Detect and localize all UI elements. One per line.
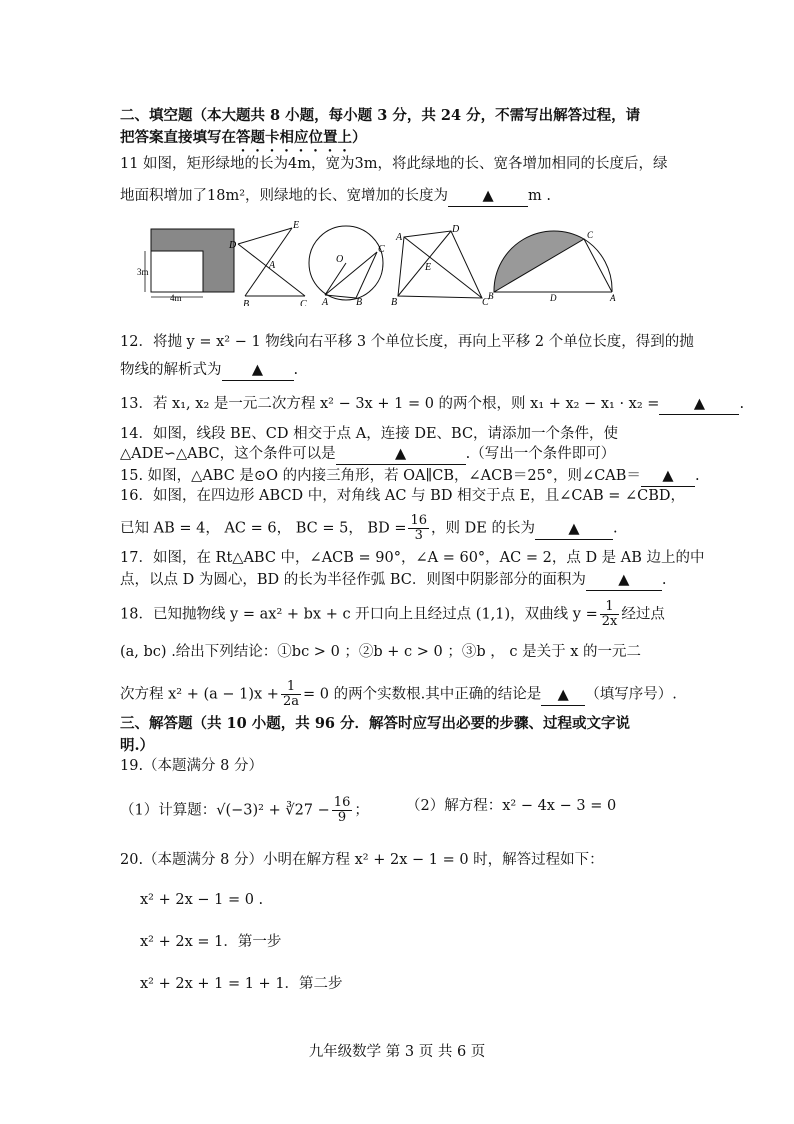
q20-title: 20.（本题满分 8 分）小明在解方程 x² + 2x − 1 = 0 时，解答过程如下： (120, 852, 604, 868)
q18-frac1-numerator: 1 (600, 600, 620, 615)
q18-frac1-denominator: 2x (601, 614, 618, 629)
q12-line2 (120, 360, 298, 381)
q15-line (120, 466, 700, 487)
fig2-label-a: A (269, 260, 276, 271)
section2-heading-part-c: ） (352, 129, 367, 146)
q11-unit: m . (528, 188, 551, 204)
q15-text: 15. 如图，△ABC 是⊙O 的内接三角形，若 OA∥CB，∠ACB＝25°，则∠CAB＝ (120, 468, 641, 484)
q19-fraction (332, 796, 353, 825)
q15-end: . (694, 468, 700, 484)
q16-answer-blank (535, 519, 613, 540)
q13-line (120, 394, 744, 415)
q20-step0: x² + 2x − 1 = 0 . (140, 892, 264, 908)
q16-frac-denominator: 3 (414, 528, 423, 543)
q18-frac2-numerator: 1 (281, 680, 301, 695)
q16-fraction (408, 514, 429, 543)
triangle-mark: ▲ (251, 362, 264, 378)
section2-heading-part-a: 把答案直接填写在 (120, 129, 236, 146)
q13-answer-blank (659, 394, 739, 415)
fig4-label-e: E (425, 262, 432, 273)
triangle-mark: ▲ (618, 572, 630, 588)
section3-heading-line2: 明.） (120, 737, 155, 754)
fig2-label-b: B (243, 299, 250, 306)
figure-quadrilateral (398, 231, 482, 298)
q19-part1-text: （1）计算题：√(−3)² + ∛27 − (120, 802, 330, 819)
q14-text: △ADE∽△ABC，这个条件可以是 (120, 446, 336, 462)
triangle-mark: ▲ (482, 188, 494, 204)
q14-line2 (120, 444, 615, 465)
triangle-mark: ▲ (693, 396, 706, 412)
q17-end: . (661, 572, 667, 588)
q11-answer-blank (448, 186, 528, 207)
fig4-label-c: C (482, 297, 489, 306)
q18-text-a: 18．已知抛物线 y = ax² + bx + c 开口向上且经过点 (1,1)，双曲线 y = (120, 606, 598, 623)
fig4-label-d: D (452, 224, 460, 235)
fig2-label-e: E (293, 220, 300, 231)
q16-frac-numerator: 16 (410, 513, 428, 528)
fig4-label-b: B (391, 297, 398, 306)
triangle-mark: ▲ (662, 468, 674, 484)
q12-text: 物线的解析式为 (120, 362, 222, 378)
q19-part2: （2）解方程：x² − 4x − 3 = 0 (406, 798, 617, 814)
fig5-label-c: C (587, 230, 594, 240)
fig5-label-b: B (488, 291, 494, 301)
fig2-label-d: D (229, 240, 237, 251)
q17-answer-blank (586, 570, 662, 591)
q16-line1: 16．如图，在四边形 ABCD 中，对角线 AC 与 BD 相交于点 E，且∠CAB = ∠CBD， (120, 488, 686, 504)
fig1-width-label: 4m (170, 293, 182, 303)
page-footer: 九年级数学 第 3 页 共 6 页 (308, 1044, 486, 1060)
q20-step2: x² + 2x + 1 = 1 + 1．第二步 (140, 976, 343, 992)
q19-frac-numerator: 16 (333, 795, 351, 810)
fig2-label-c: C (300, 299, 307, 306)
q11-text: 地面积增加了18m²，则绿地的长、宽增加的长度为 (120, 188, 449, 204)
q16-end: . (612, 520, 618, 537)
figure-rectangle (137, 229, 234, 303)
q18-text-d: = 0 的两个实数根.其中正确的结论是 (303, 686, 542, 703)
q18-text-c: 次方程 x² + (a − 1)x + (120, 686, 279, 703)
q12-end: . (293, 362, 299, 378)
q18-text-b: 经过点 (621, 606, 665, 623)
triangle-mark: ▲ (557, 686, 569, 703)
q12-line1: 12．将抛 y = x² − 1 物线向右平移 3 个单位长度，再向上平移 2 个单位长度，得到的抛 (120, 334, 694, 350)
fig3-label-a: A (322, 297, 329, 306)
q13-end: . (739, 396, 745, 412)
q19-title: 19.（本题满分 8 分） (120, 758, 264, 774)
figure-arc (494, 231, 612, 292)
fig3-label-c: C (378, 244, 385, 255)
q17-line2 (120, 570, 666, 591)
q18-line3 (120, 680, 677, 709)
q17-line1: 17．如图，在 Rt△ABC 中，∠ACB = 90°，∠A = 60°，AC = 2，点 D 是 AB 边上的中 (120, 550, 705, 566)
q14-answer-blank (336, 444, 466, 465)
q16-text-b: ，则 DE 的长为 (431, 520, 535, 537)
q19-part1-end: ； (354, 802, 369, 819)
q11-line2 (120, 186, 551, 207)
q19-part1 (120, 796, 369, 825)
fig5-label-d: D (550, 293, 557, 303)
q15-answer-blank (641, 466, 695, 487)
q14-line1: 14．如图，线段 BE、CD 相交于点 A，连接 DE、BC，请添加一个条件，使 (120, 426, 619, 442)
q14-end: .（写出一个条件即可） (465, 446, 616, 462)
q18-fraction-1 (600, 600, 620, 629)
section3-heading-line1: 三、解答题（共 10 小题，共 96 分．解答时应写出必要的步骤、过程或文字说 (120, 715, 631, 732)
section2-heading-line1: 二、填空题（本大题共 8 小题，每小题 3 分，共 24 分，不需写出解答过程，请 (120, 107, 641, 124)
q11-line1: 11 如图，矩形绿地的长为4m，宽为3m，将此绿地的长、宽各增加相同的长度后，绿 (120, 156, 668, 172)
q13-text: 13．若 x₁, x₂ 是一元二次方程 x² − 3x + 1 = 0 的两个根，则 x₁ + x₂ − x₁ · x₂ = (120, 396, 660, 412)
q17-text: 点，以点 D 为圆心，BD 的长为半径作弧 BC．则图中阴影部分的面积为 (120, 572, 586, 588)
fig5-label-a: A (610, 293, 616, 303)
q16-line2 (120, 514, 618, 543)
q18-frac2-denominator: 2a (282, 694, 299, 709)
q12-answer-blank (222, 360, 294, 381)
triangle-mark: ▲ (568, 520, 580, 537)
fig3-label-b: B (356, 297, 363, 306)
q18-answer-blank (541, 685, 585, 706)
fig4-label-a: A (396, 232, 403, 243)
triangle-mark: ▲ (395, 446, 407, 462)
q20-step1: x² + 2x = 1．第一步 (140, 934, 282, 950)
q18-line2: (a, bc) .给出下列结论：①bc > 0 ；②b + c > 0 ；③b ， c 是关于 x 的一元二 (120, 644, 641, 660)
fig1-height-label: 3m (137, 267, 149, 277)
q16-text: 已知 AB = 4， AC = 6， BC = 5， BD = (120, 520, 407, 537)
q18-fraction-2 (281, 680, 301, 709)
figures-strip (136, 216, 626, 306)
fig3-label-o: O (336, 254, 344, 265)
q19-frac-denominator: 9 (337, 810, 347, 825)
section2-heading-line2 (120, 128, 367, 155)
figure-circle (309, 226, 383, 300)
q18-line1 (120, 600, 665, 629)
section2-heading-emphasis: 答题卡相应位置上 (236, 129, 352, 146)
q18-end: （填写序号）. (585, 686, 677, 703)
